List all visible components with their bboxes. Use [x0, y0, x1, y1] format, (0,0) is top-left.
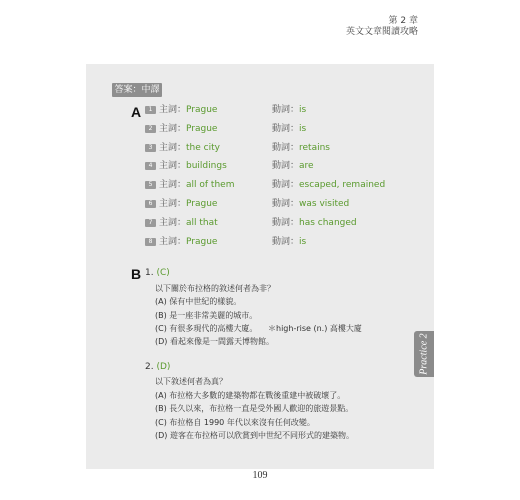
subject-value: Prague	[186, 199, 218, 209]
question-2-option-c: (C) 布拉格自 1990 年代以來沒有任何改變。	[155, 418, 315, 427]
verb-value: is	[299, 105, 307, 115]
subject-label: 主詞：	[159, 237, 187, 247]
question-2-option-b: (B) 長久以來，布拉格一直是受外國人歡迎的旅遊景點。	[155, 404, 354, 413]
practice-side-tab	[414, 331, 434, 377]
answer-row	[145, 198, 350, 210]
row-number-badge: 4	[145, 162, 156, 170]
chapter-header	[346, 16, 418, 38]
verb-cell	[272, 217, 357, 229]
question-2-prompt: 以下敘述何者為真？	[155, 377, 227, 386]
verb-value: escaped, remained	[299, 180, 386, 190]
question-2-number: 2.	[145, 362, 154, 372]
question-1-option-d: (D) 看起來像是一間露天博物館。	[155, 337, 274, 346]
subject-value: all that	[186, 218, 218, 228]
question-1-option-c: (C) 有很多現代的高樓大廈。	[155, 324, 258, 333]
verb-label: 動詞：	[272, 199, 300, 209]
verb-cell	[272, 104, 306, 116]
subject-label: 主詞：	[159, 180, 187, 190]
subject-value: all of them	[186, 180, 235, 190]
subject-value: Prague	[186, 237, 218, 247]
question-2-option-d: (D) 遊客在布拉格可以欣賞到中世紀不同形式的建築物。	[155, 431, 354, 440]
question-1-option-a: (A) 保有中世紀的樣貌。	[155, 297, 242, 306]
answer-row	[145, 236, 307, 248]
row-number-badge: 6	[145, 200, 156, 208]
subject-value: buildings	[186, 161, 227, 171]
answer-row	[145, 142, 330, 154]
subject-label: 主詞：	[159, 199, 187, 209]
verb-label: 動詞：	[272, 105, 300, 115]
page-number: 109	[252, 470, 268, 481]
question-1-header	[145, 268, 170, 278]
chapter-title: 英文文章閱讀攻略	[345, 27, 418, 37]
row-number-badge: 7	[145, 219, 156, 227]
question-1-prompt: 以下關於布拉格的敘述何者為非？	[155, 284, 275, 293]
row-number-badge: 5	[145, 181, 156, 189]
verb-value: is	[299, 237, 307, 247]
subject-value: Prague	[186, 124, 218, 134]
section-a-letter: A	[131, 104, 142, 120]
practice-side-tab-label: Practice 2	[418, 333, 430, 375]
answer-tag: 答案：中譯	[112, 83, 162, 97]
subject-label: 主詞：	[159, 218, 187, 228]
question-1-number: 1.	[145, 268, 154, 278]
question-2-header	[145, 362, 170, 372]
verb-label: 動詞：	[272, 237, 300, 247]
subject-label: 主詞：	[159, 124, 187, 134]
verb-value: retains	[299, 143, 330, 153]
verb-value: was visited	[299, 199, 350, 209]
verb-label: 動詞：	[272, 124, 300, 134]
row-number-badge: 1	[145, 106, 156, 114]
subject-value: Prague	[186, 105, 218, 115]
chapter-number: 第 2 章	[388, 16, 418, 26]
answer-row	[145, 123, 307, 135]
verb-value: is	[299, 124, 307, 134]
subject-label: 主詞：	[159, 105, 187, 115]
verb-cell	[272, 123, 306, 135]
row-number-badge: 3	[145, 144, 156, 152]
verb-cell	[272, 179, 385, 191]
subject-value: the city	[186, 143, 220, 153]
answer-row	[145, 160, 314, 172]
question-1-answer: (C)	[156, 268, 170, 278]
answer-row	[145, 179, 386, 191]
verb-value: are	[299, 161, 314, 171]
row-number-badge: 8	[145, 238, 156, 246]
verb-cell	[272, 142, 330, 154]
verb-cell	[272, 160, 314, 172]
answer-row	[145, 104, 307, 116]
answer-row	[145, 217, 357, 229]
section-b-letter: B	[131, 266, 142, 282]
verb-value: has changed	[299, 218, 357, 228]
row-number-badge: 2	[145, 125, 156, 133]
subject-label: 主詞：	[159, 143, 187, 153]
verb-label: 動詞：	[272, 218, 300, 228]
verb-label: 動詞：	[272, 161, 300, 171]
verb-cell	[272, 198, 349, 210]
vocab-note: ＊high-rise (n.) 高樓大廈	[268, 324, 362, 333]
question-2-option-a: (A) 布拉格大多數的建築物都在戰後重建中被破壞了。	[155, 391, 346, 400]
verb-cell	[272, 236, 306, 248]
question-1-option-b: (B) 是一座非常美麗的城市。	[155, 311, 258, 320]
question-2-answer: (D)	[156, 362, 171, 372]
verb-label: 動詞：	[272, 143, 300, 153]
subject-label: 主詞：	[159, 161, 187, 171]
verb-label: 動詞：	[272, 180, 300, 190]
